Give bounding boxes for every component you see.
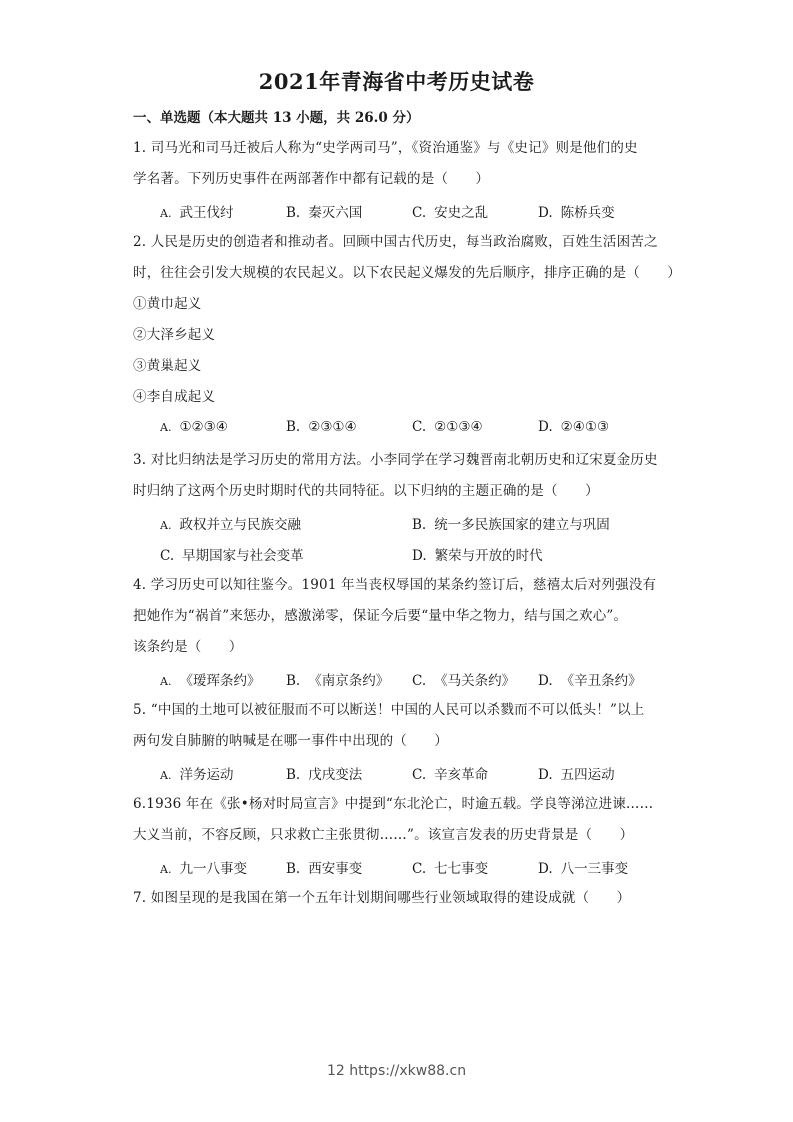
question-2-line-2: 时，往往会引发大规模的农民起义。以下农民起义爆发的先后顺序，排序正确的是（ ） — [133, 265, 681, 281]
option-c[interactable]: C. 早期国家与社会变革 — [160, 548, 304, 564]
question-3-line-1: 3. 对比归纳法是学习历史的常用方法。小李同学在学习魏晋南北朝历史和辽宋夏金历史 — [133, 452, 658, 468]
question-6-line-1: 6.1936 年在《张•杨对时局宣言》中提到“东北沦亡，时逾五载。学良等涕泣进谏…… — [133, 796, 654, 812]
option-d[interactable]: D. 八一三事变 — [538, 861, 629, 877]
option-b[interactable]: B. 秦灭六国 — [286, 205, 363, 221]
option-a[interactable]: A. ①②③④ — [160, 419, 228, 435]
option-c[interactable]: C. ②①③④ — [412, 419, 483, 435]
option-b[interactable]: B. 《南京条约》 — [286, 673, 390, 689]
option-c[interactable]: C. 《马关条约》 — [412, 673, 516, 689]
option-c[interactable]: C. 安史之乱 — [412, 205, 489, 221]
question-2-item-3: ③黄巢起义 — [133, 358, 202, 374]
question-2-line-1: 2. 人民是历史的创造者和推动者。回顾中国古代历史，每当政治腐败，百姓生活困苦之 — [133, 234, 658, 250]
question-6-options — [0, 857, 793, 877]
option-d[interactable]: D. 《辛丑条约》 — [538, 673, 642, 689]
question-2-options — [0, 419, 793, 439]
option-d[interactable]: D. 繁荣与开放的时代 — [412, 548, 543, 564]
option-a[interactable]: A. 洋务运动 — [160, 767, 234, 783]
question-5-line-2: 两句发自肺腑的呐喊是在哪一事件中出现的（ ） — [133, 733, 449, 749]
option-b[interactable]: B. 西安事变 — [286, 861, 363, 877]
question-5-line-1: 5. “中国的土地可以被征服而不可以断送！中国的人民可以杀戮而不可以低头！”以上 — [133, 702, 645, 718]
question-2-item-1: ①黄巾起义 — [133, 296, 202, 312]
question-7-line-1: 7. 如图呈现的是我国在第一个五年计划期间哪些行业领域取得的建设成就（ ） — [133, 890, 631, 906]
question-4-line-2: 把她作为“祸首”来惩办，感激涕零，保证今后要“量中华之物力，结与国之欢心”。 — [133, 608, 628, 624]
question-2-item-4: ④李自成起义 — [133, 389, 216, 405]
question-5-options — [0, 763, 793, 783]
option-d[interactable]: D. 陈桥兵变 — [538, 205, 615, 221]
question-2-item-2: ②大泽乡起义 — [133, 327, 216, 343]
question-1-line-1: 1. 司马光和司马迁被后人称为“史学两司马”，《资治通鉴》与《史记》则是他们的史 — [133, 140, 638, 156]
option-b[interactable]: B. 戊戌变法 — [286, 767, 363, 783]
exam-title: 2021年青海省中考历史试卷 — [258, 69, 535, 94]
option-a[interactable]: A. 武王伐纣 — [160, 205, 234, 221]
question-1-line-2: 学名著。下列历史事件在两部著作中都有记载的是（ ） — [133, 171, 490, 187]
option-a[interactable]: A. 《瑷珲条约》 — [160, 673, 261, 689]
section-heading: 一、单选题（本大题共 13 小题，共 26.0 分） — [133, 110, 420, 126]
question-3-line-2: 时归纳了这两个历史时期时代的共同特征。以下归纳的主题正确的是（ ） — [133, 483, 599, 499]
option-b[interactable]: B. 统一多民族国家的建立与巩固 — [412, 517, 610, 533]
page-footer: 12 https://xkw88.cn — [326, 1063, 467, 1079]
option-a[interactable]: A. 政权并立与民族交融 — [160, 517, 301, 533]
question-6-line-2: 大义当前，不容反顾，只求救亡主张贯彻……”。该宣言发表的历史背景是（ ） — [133, 827, 634, 843]
option-d[interactable]: D. 五四运动 — [538, 767, 615, 783]
question-1-options — [0, 201, 793, 221]
option-b[interactable]: B. ②③①④ — [286, 419, 357, 435]
question-4-line-3: 该条约是（ ） — [133, 639, 243, 655]
question-3-options-row-2 — [0, 544, 793, 564]
option-d[interactable]: D. ②④①③ — [538, 419, 610, 435]
option-c[interactable]: C. 辛亥革命 — [412, 767, 489, 783]
question-3-options-row-1 — [0, 513, 793, 533]
option-a[interactable]: A. 九一八事变 — [160, 861, 247, 877]
question-4-options — [0, 669, 793, 689]
question-4-line-1: 4. 学习历史可以知往鉴今。1901 年当丧权辱国的某条约签订后，慈禧太后对列强没有 — [133, 577, 657, 593]
option-c[interactable]: C. 七七事变 — [412, 861, 489, 877]
